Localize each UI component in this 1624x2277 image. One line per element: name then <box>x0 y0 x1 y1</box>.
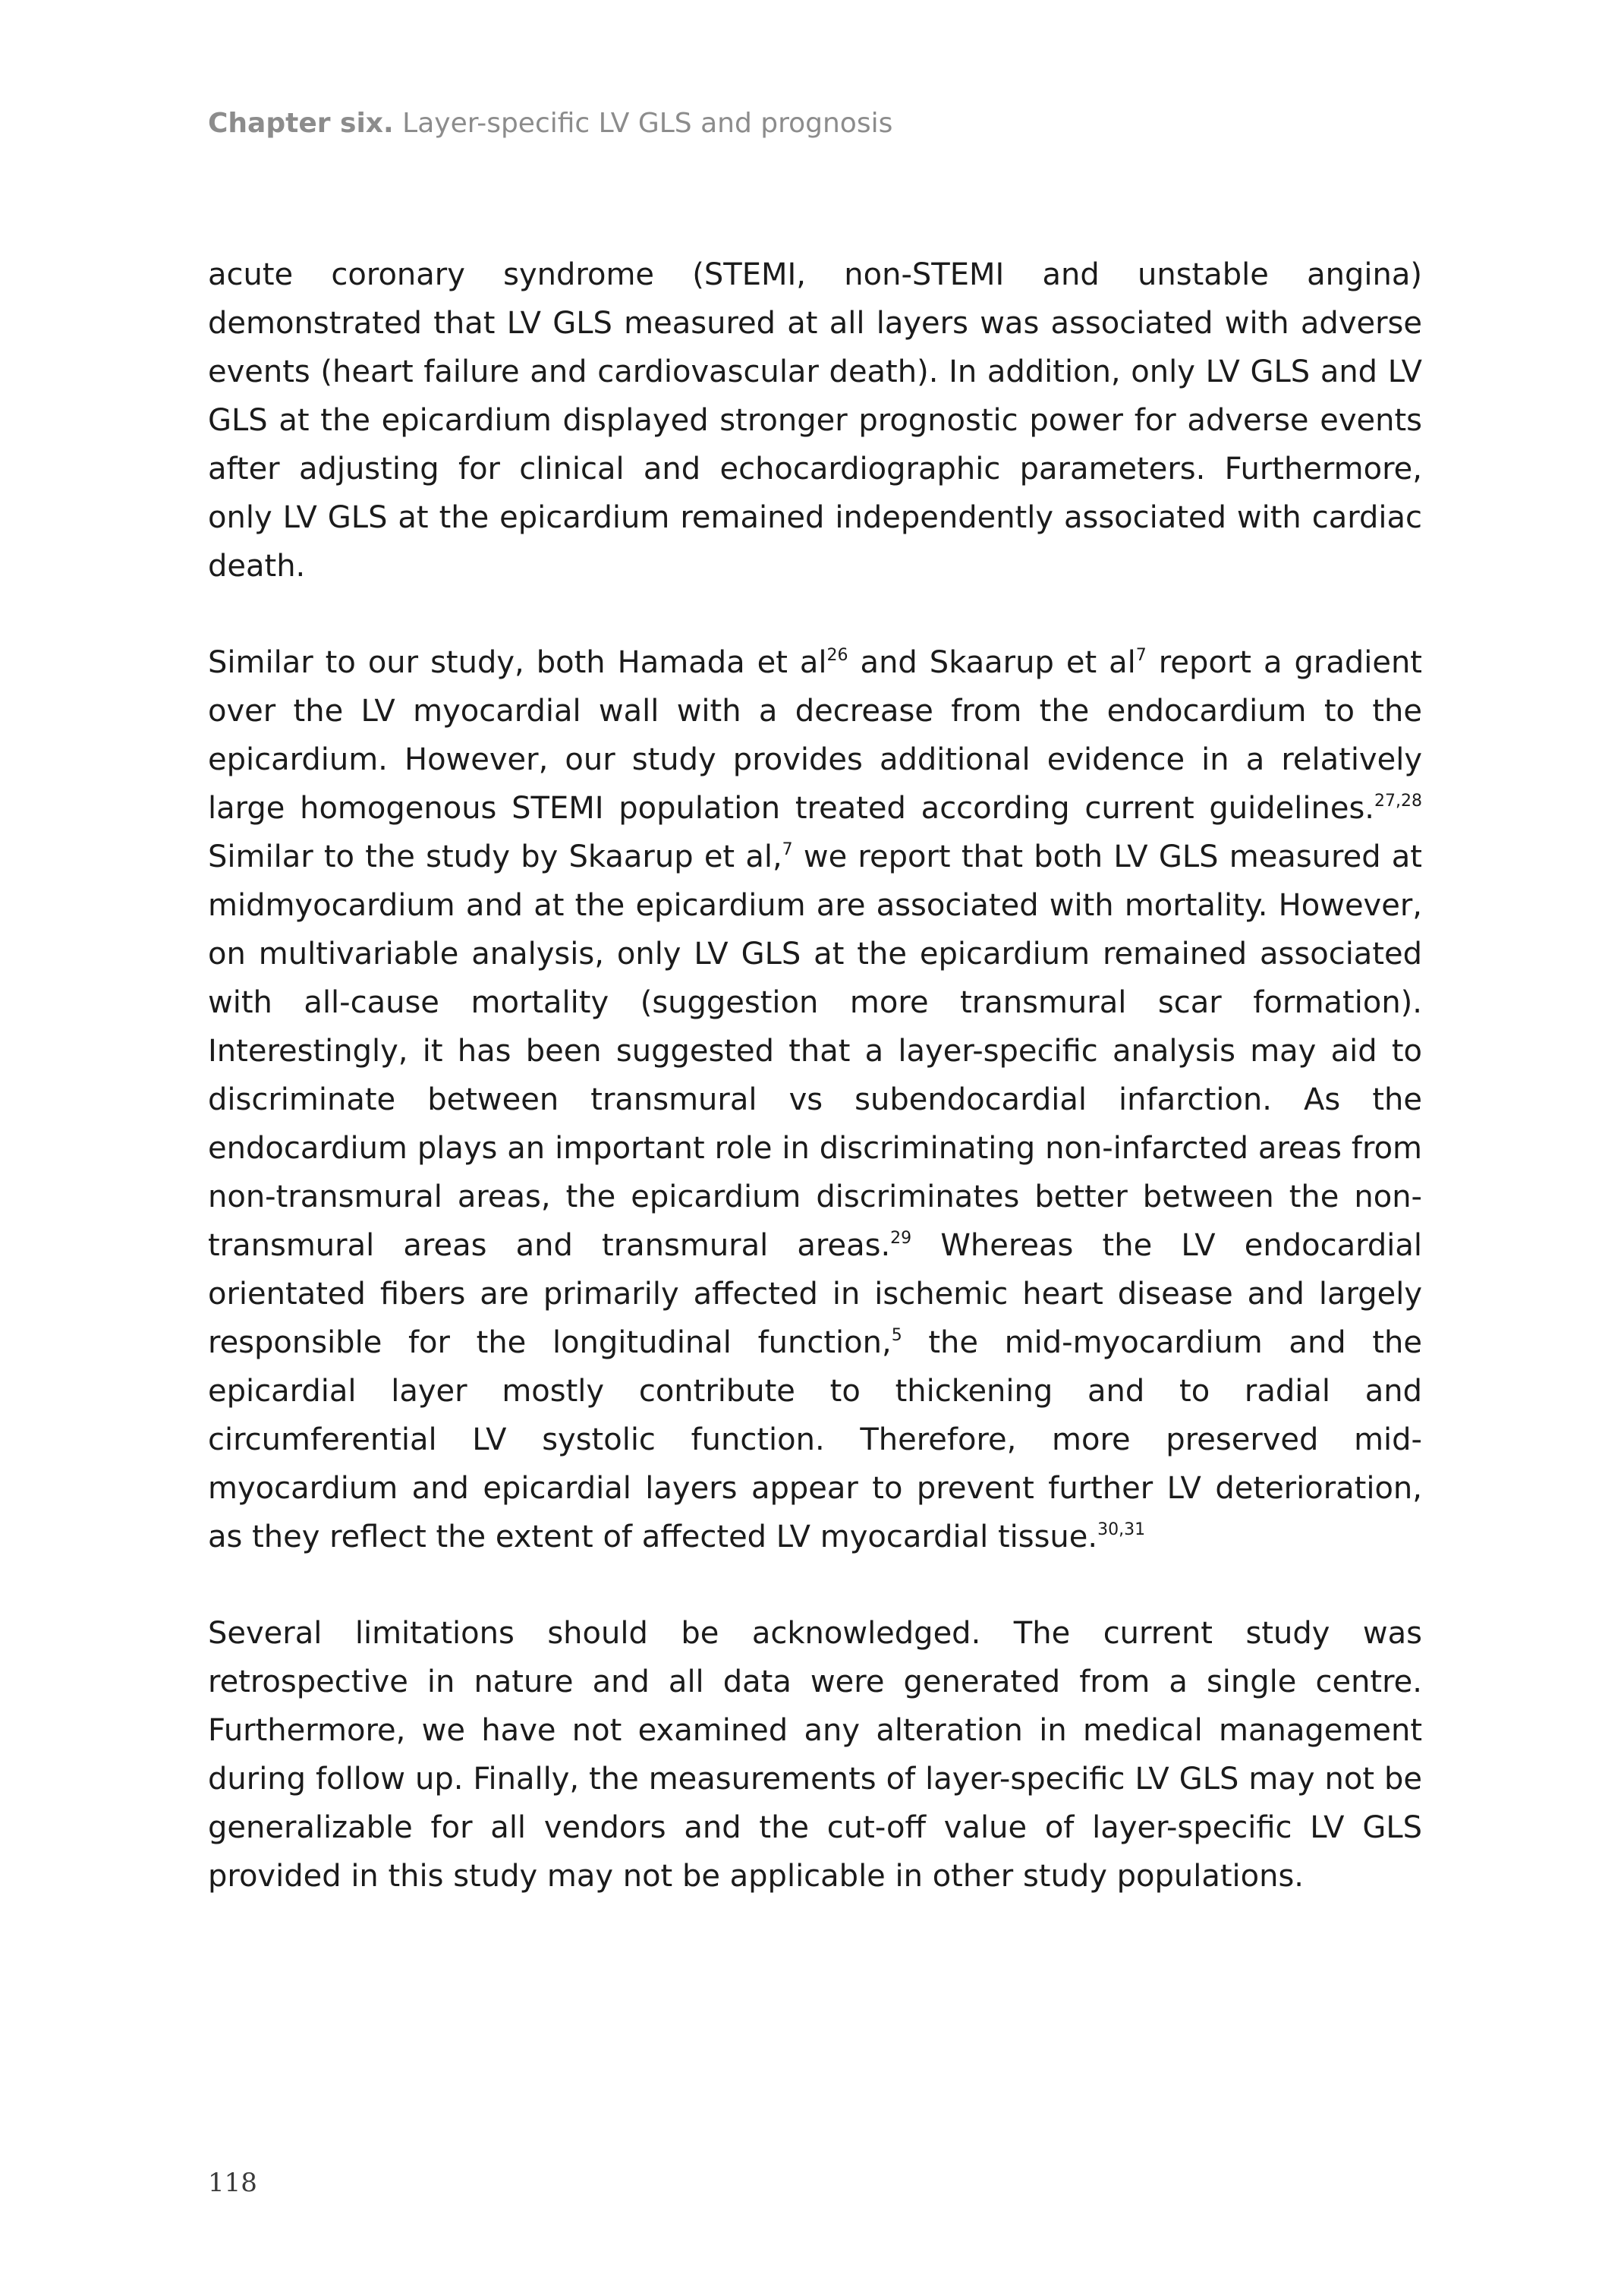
text-segment: Whereas the LV endocardial orientated fibers are primarily affected in ischemic heart disease and largely responsible for the longitudinal function, <box>208 1228 1422 1360</box>
text-segment: we report that both LV GLS measured at midmyocardium and at the epicardium are associated with mortality. However, on multivariable analysis, only LV GLS at the epicardium remained associated with all-cause mortality (suggestion more transmural scar formation). Interestingly, it has been suggested that a layer-specific analysis may aid to discriminate between transmural vs subendocardial infarction. As the endocardium plays an important role in discriminating non-infarcted areas from non-transmural areas, the epicardium discriminates better between the non-transmural areas and transmural areas. <box>208 839 1422 1263</box>
text-segment: the mid-myocardium and the epicardial layer mostly contribute to thickening and to radial and circumferential LV systolic function. Therefore, more preserved mid-myocardium and epicardial layers appear to prevent further LV deterioration, as they reflect the extent of affected LV myocardial tissue. <box>208 1325 1423 1554</box>
text-segment: and Skaarup et al <box>848 645 1136 680</box>
text-segment: Similar to our study, both Hamada et al <box>208 645 827 680</box>
text-segment: Similar to the study by Skaarup et al, <box>208 839 782 874</box>
citation-superscript: 30,31 <box>1097 1520 1146 1539</box>
page-number: 118 <box>208 2168 257 2198</box>
body-text <box>208 250 1422 1901</box>
citation-superscript: 7 <box>1135 646 1147 665</box>
citation-superscript: 29 <box>890 1229 912 1248</box>
chapter-title: Layer-specific LV GLS and prognosis <box>402 108 893 139</box>
text-segment: report a gradient over the LV myocardial wall with a decrease from the endocardium to the epicardium. However, our study provides additional evidence in a relatively large homogenous STEMI population treated according current guidelines. <box>208 645 1422 826</box>
paragraph-results-summary: acute coronary syndrome (STEMI, non-STEMI and unstable angina) demonstrated that LV GLS measured at all layers was associated with adverse events (heart failure and cardiovascular death). In addition, only LV GLS and LV GLS at the epicardium displayed stronger prognostic power for adverse events after adjusting for clinical and echocardiographic parameters. Furthermore, only LV GLS at the epicardium remained independently associated with cardiac death. <box>208 257 1422 584</box>
citation-superscript: 7 <box>782 840 793 859</box>
citation-superscript: 5 <box>891 1326 902 1345</box>
paragraph-comparison-with-literature <box>208 638 1422 1561</box>
chapter-label: Chapter six. <box>208 108 394 139</box>
paragraph-limitations: Several limitations should be acknowledged. The current study was retrospective in nature and all data were generated from a single centre. Furthermore, we have not examined any alteration in medical management during follow up. Finally, the measurements of layer-specific LV GLS may not be generalizable for all vendors and the cut-off value of layer-specific LV GLS provided in this study may not be applicable in other study populations. <box>208 1616 1422 1894</box>
citation-superscript: 27,28 <box>1374 792 1422 811</box>
citation-superscript: 26 <box>826 646 848 665</box>
running-header <box>208 108 892 139</box>
